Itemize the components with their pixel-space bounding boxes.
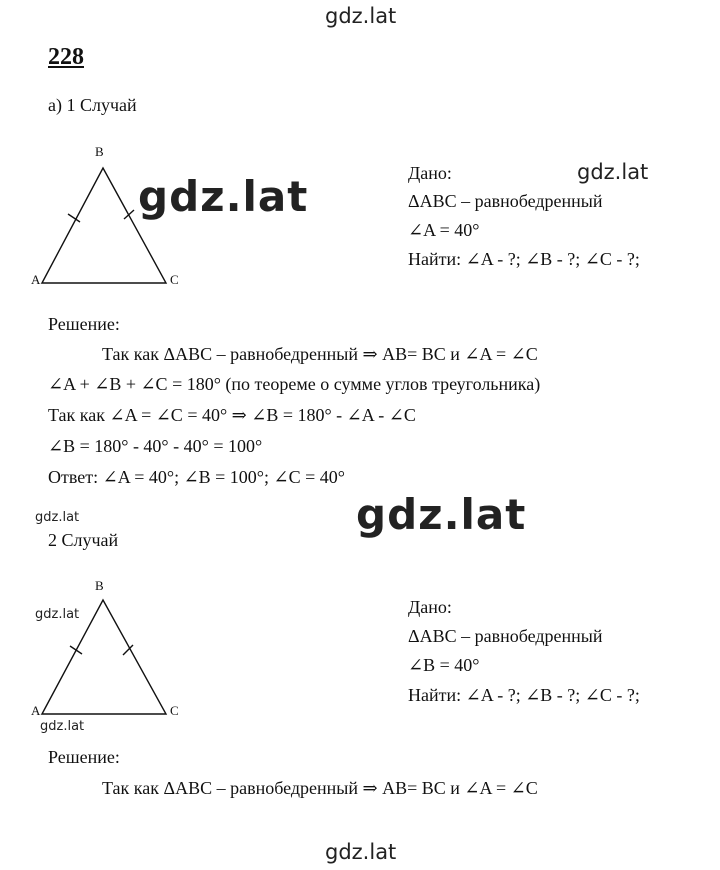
case2-find [408, 685, 640, 706]
case2-given-title: Дано: [408, 597, 452, 617]
case1-given-line2: ∠A = 40° [408, 220, 480, 240]
case2-solution-line-1: Так как ΔABC – равнобедренный ⇒ AB= BC и ∠A = ∠C [102, 778, 538, 798]
watermark-small-case2: gdz.lat [35, 510, 80, 525]
case2-label-c: C [170, 703, 179, 718]
case1-solution-line-1: Так как ΔABC – равнобедренный ⇒ AB= BC и ∠A = ∠C [102, 344, 538, 364]
watermark-bottom: gdz.lat [325, 840, 397, 864]
case1-label-a: A [31, 272, 41, 287]
watermark-top: gdz.lat [325, 4, 397, 28]
case1-given-line1: ΔABC – равнобедренный [408, 191, 603, 211]
case2-given-line1: ΔABC – равнобедренный [408, 626, 603, 646]
watermark-big-2: gdz.lat [356, 490, 527, 539]
case1-title: а) 1 Случай [48, 95, 137, 115]
watermark-given-1: gdz.lat [577, 160, 649, 184]
watermark-small-b: gdz.lat [35, 607, 80, 622]
case1-solution-line-2: ∠A + ∠B + ∠C = 180° (по теореме о сумме углов треугольника) [48, 374, 541, 394]
case2-given-line2: ∠B = 40° [408, 655, 480, 675]
case1-answer-label: Ответ: [48, 467, 99, 487]
watermark-small-a: gdz.lat [40, 719, 85, 734]
case1-label-b: B [95, 144, 104, 159]
case2-find-text: ∠A - ?; ∠B - ?; ∠C - ?; [465, 685, 640, 705]
case1-label-c: C [170, 272, 179, 287]
case1-solution-line-3: Так как ∠A = ∠C = 40° ⇒ ∠B = 180° - ∠A - ∠C [48, 405, 416, 425]
case1-find-text: ∠A - ?; ∠B - ?; ∠C - ?; [465, 249, 640, 269]
problem-number: 228 [48, 44, 84, 70]
case2-find-label: Найти: [408, 685, 462, 705]
case1-solution-title: Решение: [48, 314, 120, 334]
case1-solution-line-4: ∠B = 180° - 40° - 40° = 100° [48, 436, 263, 456]
case2-title: 2 Случай [48, 530, 119, 550]
watermark-big-1: gdz.lat [138, 172, 309, 221]
case1-find-label: Найти: [408, 249, 462, 269]
case1-given-title: Дано: [408, 163, 452, 183]
case2-label-a: A [31, 703, 41, 718]
case2-label-b: B [95, 578, 104, 593]
case2-solution-title: Решение: [48, 747, 120, 767]
case1-answer-text: ∠A = 40°; ∠B = 100°; ∠C = 40° [102, 467, 345, 487]
